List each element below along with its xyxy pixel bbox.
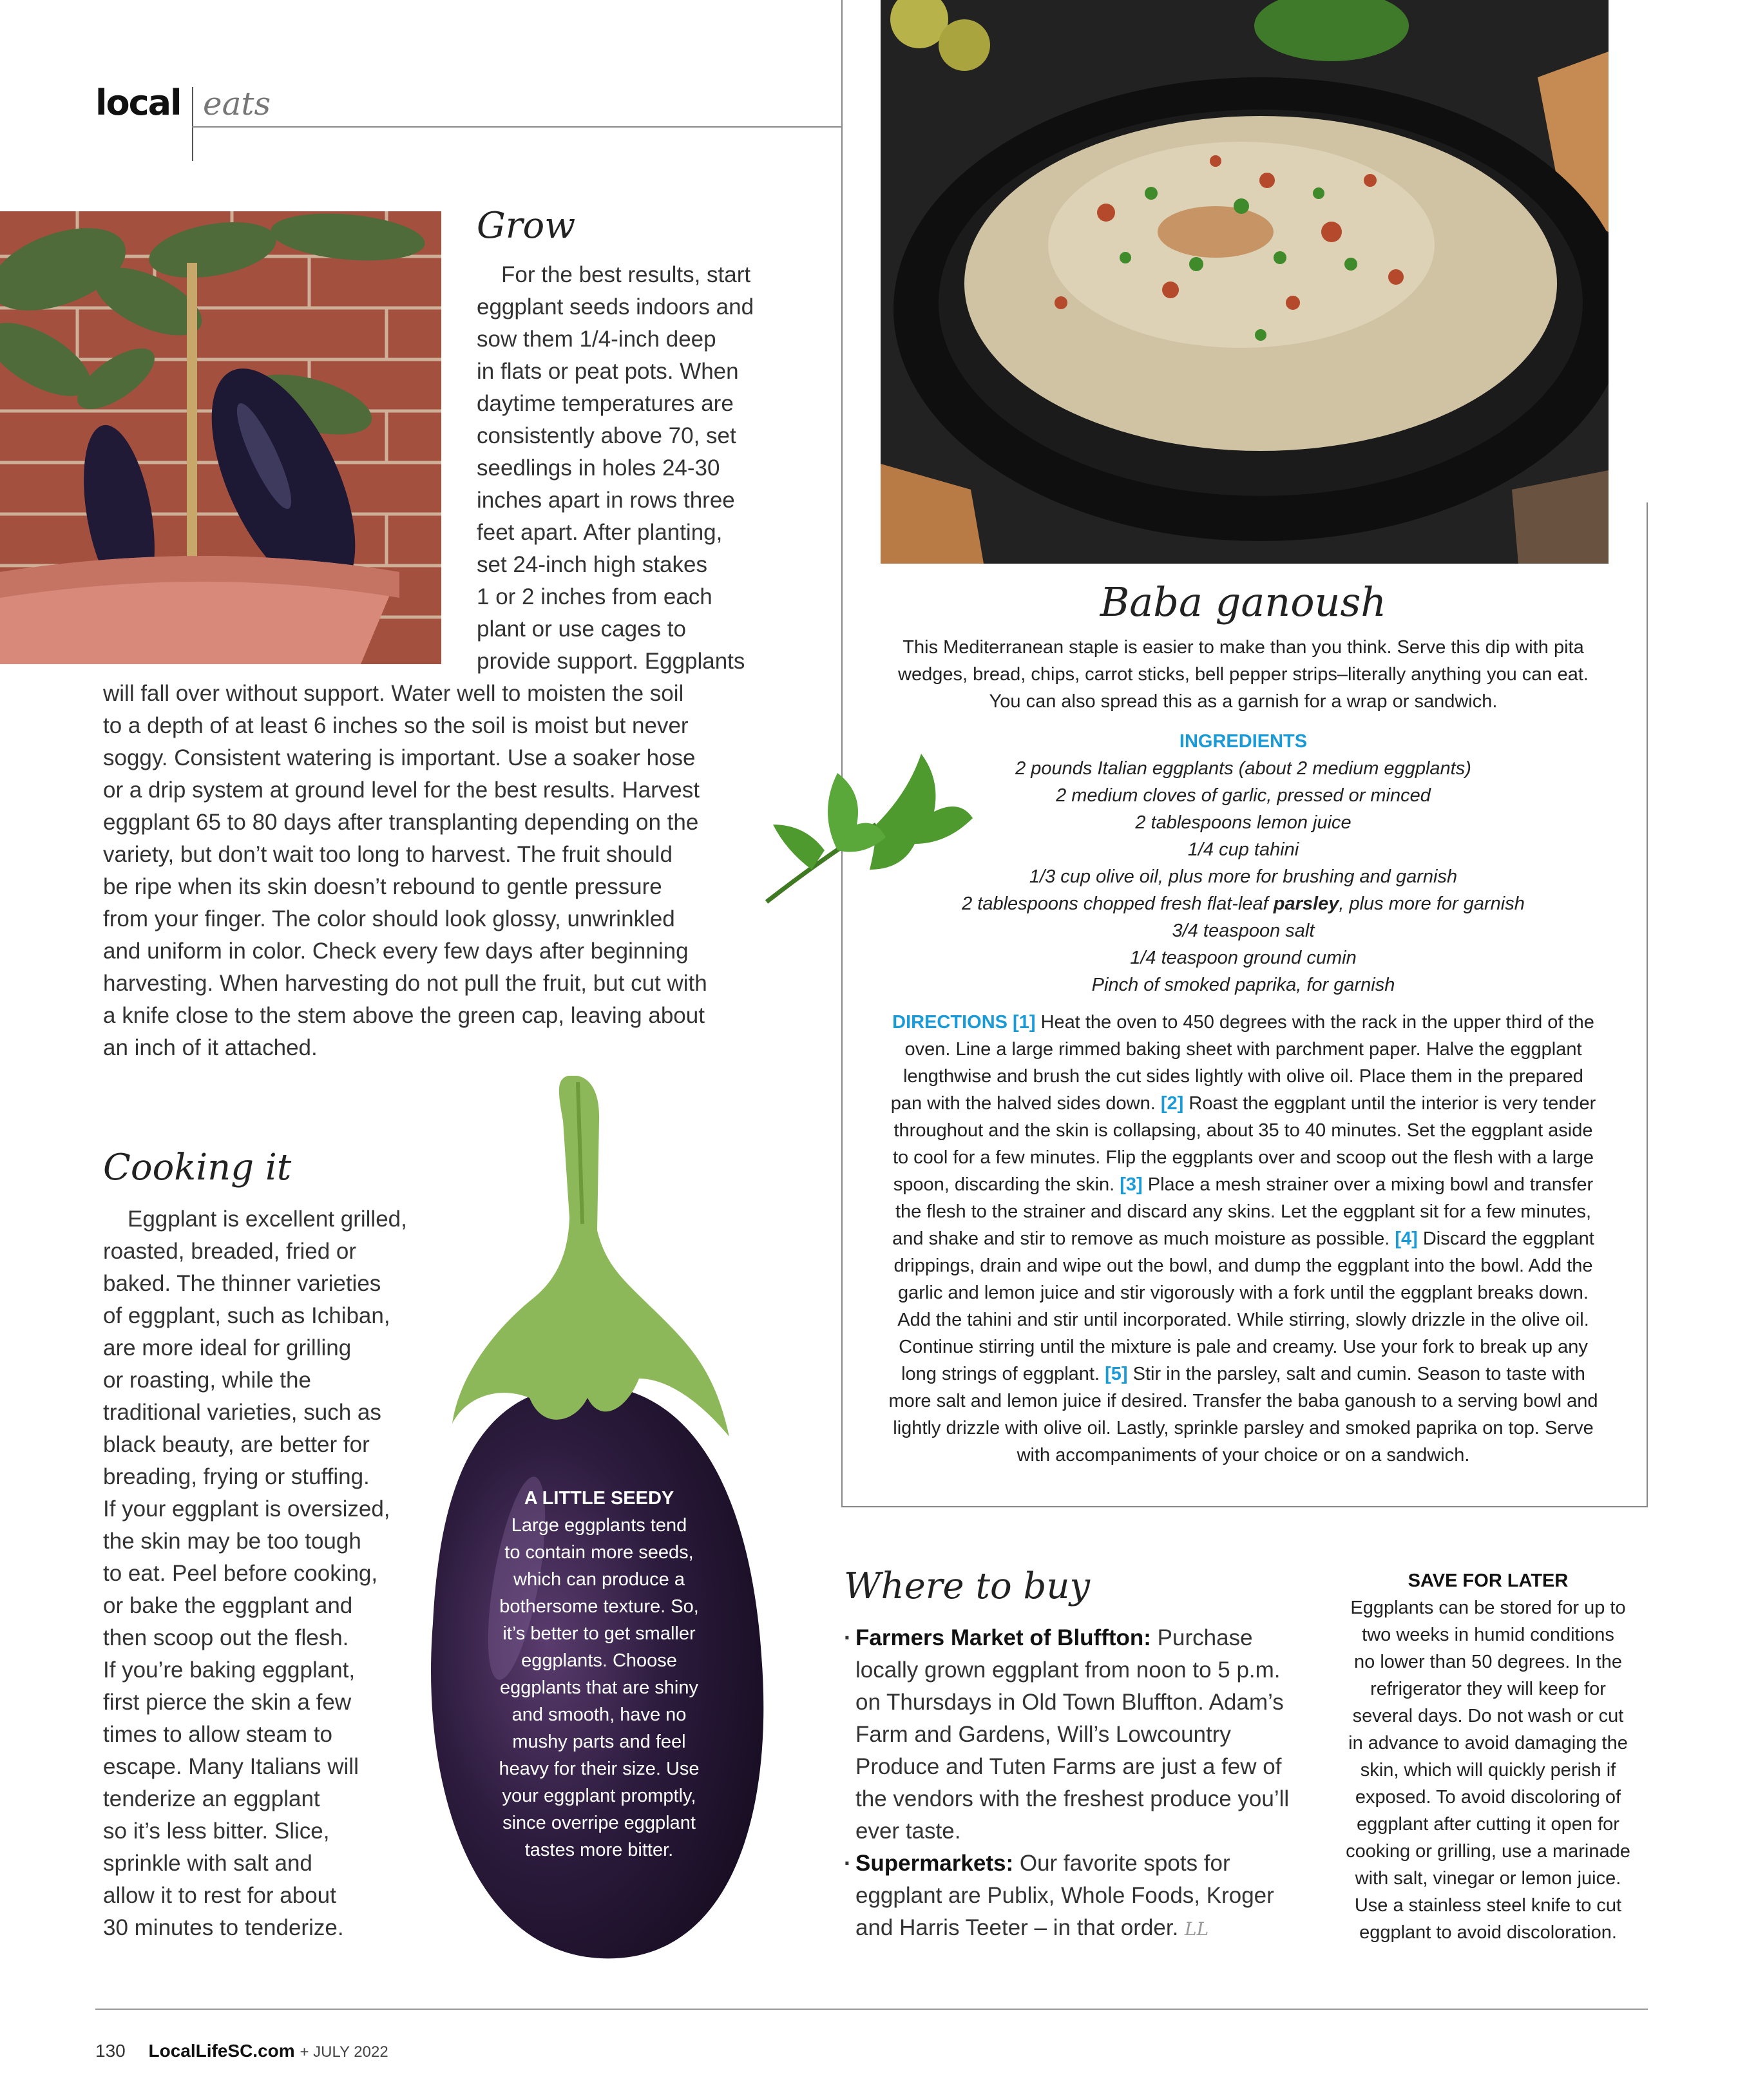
cooking-heading: Cooking it [103, 1147, 292, 1188]
little-seedy-line: bothersome texture. So, [499, 1596, 699, 1617]
cooking-line: or bake the eggplant and [103, 1593, 353, 1618]
recipe-intro-line: This Mediterranean staple is easier to make than you think. Serve this dip with pita [902, 637, 1584, 658]
grow-line: harvesting. When harvesting do not pull the fruit, but cut with [103, 971, 707, 996]
brand-divider [192, 87, 193, 161]
step-text: Discard the eggplant drippings, drain and wipe out the bowl, and dump the eggplant into the bowl. Add the garlic and lemon juice and stir vigorously with a fork until the eggplant breaks down. Add the tahini and stir until incorporated. While stirring, slowly drizzle in the olive oil. Continue stirring until the mixture is pale and creamy. Use your fork to break up any long strings of eggplant. [893, 1228, 1594, 1384]
where-to-buy-list [844, 1622, 1308, 1945]
grow-line: a knife close to the stem above the green cap, leaving about [103, 1003, 705, 1028]
recipe-box-right-rule [1647, 502, 1648, 1507]
recipe-box-bottom-rule [841, 1506, 1648, 1507]
grow-line: sow them 1/4-inch deep [477, 327, 716, 352]
cooking-line: then scoop out the flesh. [103, 1625, 349, 1650]
step-number: [4] [1395, 1228, 1418, 1249]
step-text: Roast the eggplant until the interior is very tender throughout and the skin is collapsing, about 35 to 40 minutes. Set the eggplant aside to cool for a few minutes. Flip the eggplants over and scoop out the flesh with a large spoon, discarding the skin. [892, 1093, 1596, 1195]
recipe-intro-line: wedges, bread, chips, carrot sticks, bell pepper strips–literally anything you can eat. [898, 664, 1589, 685]
grow-line: to a depth of at least 6 inches so the soil is moist but never [103, 713, 689, 738]
little-seedy-title: A LITTLE SEEDY [524, 1488, 674, 1509]
step-text: Stir in the parsley, salt and cumin. Season to taste with more salt and lemon juice if desired. Transfer the baba ganoush to a serving bowl and lightly drizzle with olive oil. Lastly, sprinkle parsley and smoked paprika on top. Serve with accompaniments of your choice or on a sandwich. [888, 1364, 1598, 1465]
little-seedy-line: eggplants. Choose [521, 1650, 677, 1671]
cooking-line: so it’s less bitter. Slice, [103, 1818, 330, 1844]
ingredient-item [857, 890, 1630, 917]
where-to-buy-item [844, 1847, 1308, 1945]
cooking-line: are more ideal for grilling [103, 1335, 352, 1360]
grow-line: seedlings in holes 24-30 [477, 455, 720, 481]
cooking-line: sprinkle with salt and [103, 1851, 312, 1876]
grow-line: an inch of it attached. [103, 1035, 318, 1060]
save-for-later-line: skin, which will quickly perish if [1360, 1760, 1616, 1780]
little-seedy-line: your eggplant promptly, [502, 1786, 696, 1806]
grow-line: eggplant 65 to 80 days after transplanting depending on the [103, 810, 699, 835]
little-seedy-line: tastes more bitter. [524, 1840, 674, 1860]
issue-date: + JULY 2022 [300, 2043, 388, 2061]
save-for-later-line: exposed. To avoid discoloring of [1355, 1787, 1621, 1808]
cooking-line: breading, frying or stuffing. [103, 1464, 370, 1489]
little-seedy-line: eggplants that are shiny [500, 1677, 698, 1698]
save-for-later-line: with salt, vinegar or lemon juice. [1355, 1868, 1621, 1889]
save-for-later-line: no lower than 50 degrees. In the [1354, 1652, 1622, 1672]
grow-text-wide [103, 678, 786, 1064]
section-label: eats [203, 85, 271, 122]
recipe-title: Baba ganoush [1100, 578, 1387, 625]
cooking-line: baked. The thinner varieties [103, 1271, 381, 1296]
grow-line: 1 or 2 inches from each [477, 584, 712, 609]
page-number: 130 [95, 2041, 126, 2061]
cooking-line: of eggplant, such as Ichiban, [103, 1303, 390, 1328]
cooking-line: the skin may be too tough [103, 1529, 361, 1554]
baba-ganoush-photo [881, 0, 1609, 564]
little-seedy-line: mushy parts and feel [512, 1732, 686, 1752]
grow-line: consistently above 70, set [477, 423, 736, 448]
little-seedy-line: heavy for their size. Use [499, 1759, 700, 1779]
brand-logo: local [95, 82, 181, 123]
ingredients-heading: INGREDIENTS [1179, 731, 1308, 752]
vendor-name: Supermarkets: [855, 1851, 1014, 1876]
grow-line: will fall over without support. Water well to moisten the soil [103, 681, 684, 706]
author-signature: LL [1185, 1918, 1209, 1940]
vendor-text: Our favorite spots for eggplant are Publix, Whole Foods, Kroger and Harris Teeter – in that order. [855, 1851, 1274, 1940]
ingredient-item: 2 medium cloves of garlic, pressed or minced [1056, 785, 1431, 806]
footer-rule [95, 2009, 1648, 2010]
step-number: [3] [1120, 1174, 1143, 1195]
grow-line: from your finger. The color should look glossy, unwrinkled [103, 906, 675, 931]
grow-line: feet apart. After planting, [477, 520, 723, 545]
grow-line: set 24-inch high stakes [477, 552, 707, 577]
cooking-line: traditional varieties, such as [103, 1400, 381, 1425]
where-to-buy-item [844, 1622, 1308, 1847]
parsley-keyword: parsley [1273, 893, 1339, 914]
save-for-later-line: eggplant after cutting it open for [1357, 1814, 1619, 1835]
save-for-later-line: in advance to avoid damaging the [1348, 1733, 1628, 1753]
cooking-line: 30 minutes to tenderize. [103, 1915, 344, 1940]
grow-line: eggplant seeds indoors and [477, 294, 754, 320]
cooking-line: or roasting, while the [103, 1368, 311, 1393]
ingredient-text: 2 tablespoons chopped fresh flat-leaf [962, 893, 1268, 914]
cooking-line: tenderize an eggplant [103, 1786, 320, 1811]
directions [886, 1009, 1601, 1469]
ingredient-item: 1/4 teaspoon ground cumin [1130, 948, 1357, 968]
cooking-line: black beauty, are better for [103, 1432, 370, 1457]
little-seedy-line: Large eggplants tend [511, 1515, 687, 1536]
recipe-intro-line: You can also spread this as a garnish for a wrap or sandwich. [989, 691, 1498, 712]
header-rule [192, 126, 841, 128]
eggplant-plant-photo [0, 211, 441, 664]
ingredients-list [857, 755, 1630, 998]
little-seedy-sidebar [477, 1485, 721, 1864]
vendor-name: Farmers Market of Bluffton: [855, 1625, 1151, 1650]
cooking-line: escape. Many Italians will [103, 1754, 359, 1779]
save-for-later-line: refrigerator they will keep for [1370, 1679, 1606, 1699]
little-seedy-line: since overripe eggplant [502, 1813, 696, 1833]
cooking-line: first pierce the skin a few [103, 1690, 352, 1715]
grow-line: plant or use cages to [477, 616, 686, 642]
step-text: Heat the oven to 450 degrees with the rack in the upper third of the oven. Line a large rimmed baking sheet with parchment paper. Halve the eggplant lengthwise and brush the cut sides lightly with olive oil. Place them in the prepared pan with the halved sides down. [890, 1012, 1594, 1114]
little-seedy-line: and smooth, have no [511, 1704, 687, 1725]
grow-heading: Grow [477, 205, 576, 247]
step-number: [1] [1013, 1012, 1036, 1033]
save-for-later-line: Use a stainless steel knife to cut [1354, 1895, 1622, 1916]
little-seedy-line: it’s better to get smaller [502, 1623, 696, 1644]
save-for-later-line: eggplant to avoid discoloration. [1359, 1922, 1617, 1943]
vendor-text: Purchase locally grown eggplant from noon to 5 p.m. on Thursdays in Old Town Bluffton. Adam’s Farm and Gardens, Will’s Lowcountry Produce and Tuten Farms are just a few of the vendors with the freshest produce you’ll ever taste. [855, 1625, 1290, 1844]
ingredient-suffix: , plus more for garnish [1339, 893, 1525, 914]
cooking-line: If you’re baking eggplant, [103, 1657, 356, 1683]
cooking-line: roasted, breaded, fried or [103, 1239, 357, 1264]
cooking-text [103, 1203, 438, 1944]
grow-line: daytime temperatures are [477, 391, 734, 416]
save-for-later-title: SAVE FOR LATER [1408, 1570, 1569, 1591]
grow-line: variety, but don’t wait too long to harvest. The fruit should [103, 842, 673, 867]
ingredient-item: 2 pounds Italian eggplants (about 2 medium eggplants) [1015, 758, 1471, 779]
step-number: [5] [1105, 1364, 1128, 1384]
little-seedy-line: to contain more seeds, [504, 1542, 694, 1563]
save-for-later-line: cooking or grilling, use a marinade [1346, 1841, 1630, 1862]
cooking-line: times to allow steam to [103, 1722, 332, 1747]
ingredient-item: 2 tablespoons lemon juice [1135, 812, 1351, 833]
directions-label: DIRECTIONS [892, 1012, 1007, 1033]
save-for-later-line: several days. Do not wash or cut [1352, 1706, 1624, 1726]
little-seedy-line: which can produce a [513, 1569, 685, 1590]
grow-line: soggy. Consistent watering is important. Use a soaker hose [103, 745, 696, 770]
cooking-line: If your eggplant is oversized, [103, 1496, 390, 1522]
cooking-line: Eggplant is excellent grilled, [128, 1207, 407, 1232]
website-link[interactable]: LocalLifeSC.com [148, 2041, 295, 2061]
grow-line: For the best results, start [501, 262, 751, 287]
ingredient-item: 3/4 teaspoon salt [1172, 921, 1315, 941]
save-for-later-sidebar [1340, 1567, 1636, 1946]
where-to-buy-heading: Where to buy [844, 1565, 1091, 1607]
grow-text-narrow [477, 259, 779, 678]
grow-line: inches apart in rows three [477, 488, 735, 513]
save-for-later-line: two weeks in humid conditions [1362, 1625, 1614, 1645]
grow-line: or a drip system at ground level for the best results. Harvest [103, 778, 700, 803]
save-for-later-line: Eggplants can be stored for up to [1350, 1598, 1626, 1618]
cooking-line: to eat. Peel before cooking, [103, 1561, 378, 1586]
step-number: [2] [1160, 1093, 1184, 1114]
recipe-intro [889, 634, 1598, 715]
page-footer [95, 2041, 388, 2061]
ingredient-item: 1/3 cup olive oil, plus more for brushing and garnish [1029, 866, 1458, 887]
ingredient-item: 1/4 cup tahini [1187, 839, 1299, 860]
grow-line: in flats or peat pots. When [477, 359, 739, 384]
ingredient-item: Pinch of smoked paprika, for garnish [1091, 975, 1395, 995]
grow-line: provide support. Eggplants [477, 649, 745, 674]
cooking-line: allow it to rest for about [103, 1883, 336, 1908]
grow-line: and uniform in color. Check every few days after beginning [103, 939, 689, 964]
step-text: Place a mesh strainer over a mixing bowl and transfer the flesh to the strainer and discard any skins. Let the eggplant sit for a few minutes, and shake and stir to remove as much moisture as possible. [892, 1174, 1594, 1249]
grow-line: be ripe when its skin doesn’t rebound to gentle pressure [103, 874, 662, 899]
